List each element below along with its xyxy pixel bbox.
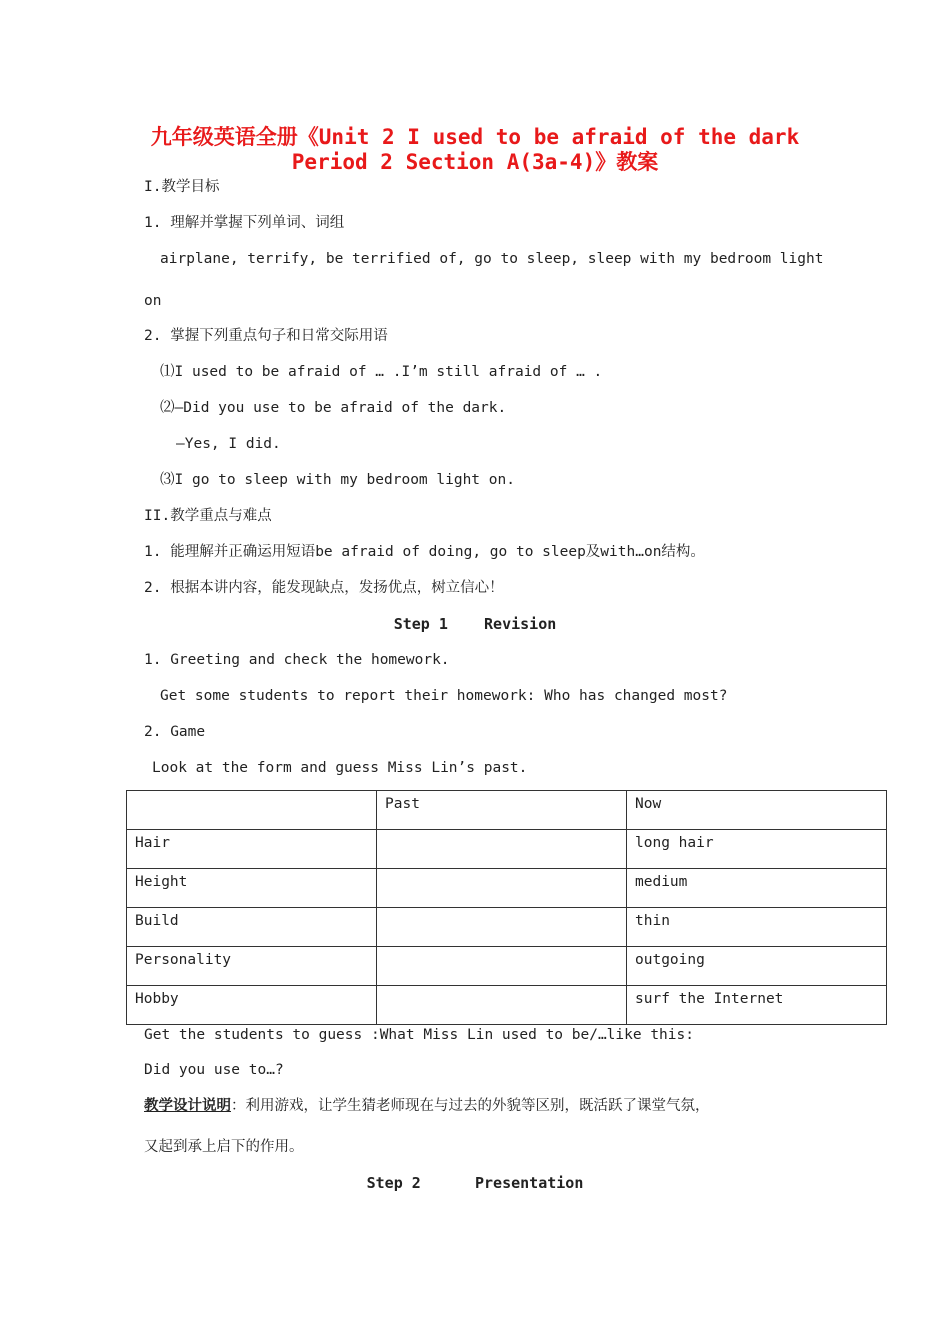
table-cell: Hobby [127,986,377,1025]
table-cell: long hair [627,830,887,869]
key-points-heading: II.教学重点与难点 [144,508,272,524]
key-point-2: 2. 根据本讲内容，能发现缺点，发扬优点，树立信心！ [144,580,504,596]
goal1-words: airplane, terrify, be terrified of, go to sleep, sleep with my bedroom light [160,251,824,267]
table-cell: Hair [127,830,377,869]
table-row [127,986,887,1025]
table-row [127,830,887,869]
key-sentence-2-reply: —Yes, I did. [176,436,281,452]
document-title-line2: Period 2 Section A(3a-4)》教案 [291,150,659,174]
table-cell [377,830,627,869]
table-row [127,908,887,947]
table-cell: surf the Internet [627,986,887,1025]
goals-heading: I.教学目标 [144,179,220,195]
goal1-heading: 1. 理解并掌握下列单词、词组 [144,215,345,231]
key-sentence-2: ⑵—Did you use to be afraid of the dark. [160,400,507,416]
step1-item1: 1. Greeting and check the homework. [144,652,450,668]
design-note [144,1096,710,1116]
table-header-row [127,791,887,830]
goal1-words-continued: on [144,293,162,309]
table-header-cell: Past [377,791,627,830]
table-header-cell: Now [627,791,887,830]
table-cell [377,869,627,908]
table-cell: Build [127,908,377,947]
step1-item2: 2. Game [144,724,206,740]
miss-lin-form-table [126,790,887,1025]
table-cell: outgoing [627,947,887,986]
key-point-1: 1. 能理解并正确运用短语be afraid of doing, go to sleep及with…on结构。 [144,544,705,560]
table-row [127,947,887,986]
table-cell: Personality [127,947,377,986]
step2-heading: Step 2 Presentation [366,1174,584,1192]
table-cell: Height [127,869,377,908]
design-note-label: 教学设计说明 [144,1098,231,1114]
design-note-continued: 又起到承上启下的作用。 [144,1139,304,1155]
table-cell: thin [627,908,887,947]
key-sentence-3: ⑶I go to sleep with my bedroom light on. [160,472,515,488]
table-header-cell [127,791,377,830]
step1-item2-detail: Look at the form and guess Miss Lin’s past. [152,760,528,776]
table-cell [377,947,627,986]
key-sentence-1: ⑴I used to be afraid of … .I’m still afraid of … . [160,364,603,380]
goal2-heading: 2. 掌握下列重点句子和日常交际用语 [144,328,388,344]
step1-heading: Step 1 Revision [393,615,557,633]
table-cell [377,986,627,1025]
document-title-line1: 九年级英语全册《Unit 2 I used to be afraid of the dark [150,125,800,149]
guess-instruction: Get the students to guess :What Miss Lin used to be/…like this: [144,1027,694,1043]
table-row [127,869,887,908]
guess-question: Did you use to…? [144,1062,284,1078]
table-cell: medium [627,869,887,908]
step1-item1-detail: Get some students to report their homework: Who has changed most? [160,688,728,704]
design-note-text: ：利用游戏，让学生猜老师现在与过去的外貌等区别，既活跃了课堂气氛， [231,1098,710,1114]
table-cell [377,908,627,947]
